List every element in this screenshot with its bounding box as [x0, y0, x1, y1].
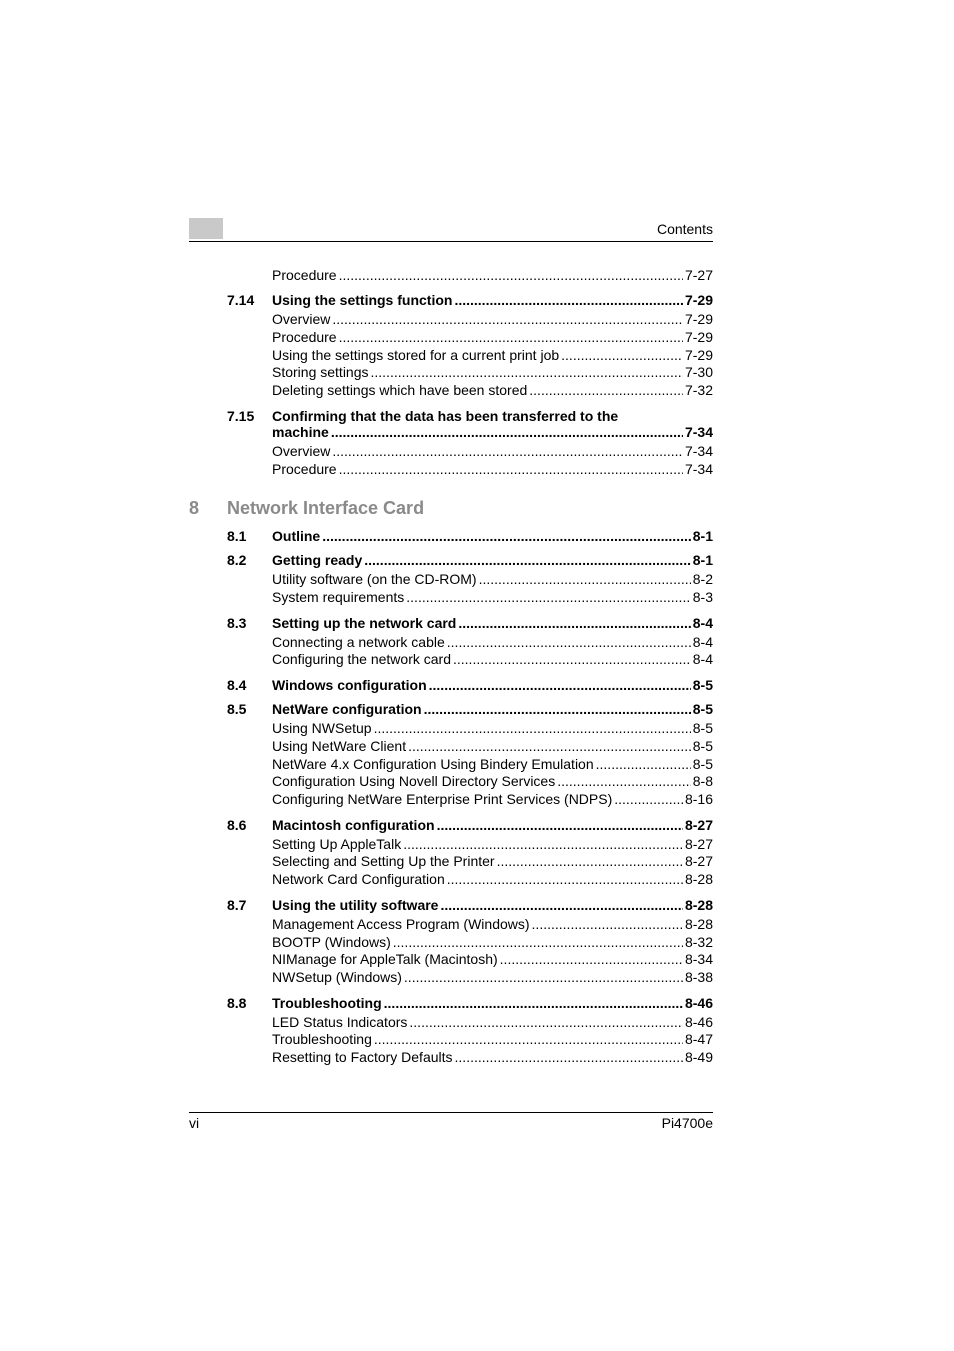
section-number: 8.6 [227, 817, 247, 833]
dot-leader [557, 772, 691, 790]
dot-leader [440, 896, 683, 914]
toc-page-number: 8-46 [684, 995, 713, 1011]
toc-entry[interactable] [272, 870, 713, 888]
toc-entry[interactable] [272, 755, 713, 773]
toc-entry-title: Windows configuration [272, 677, 427, 693]
toc-page-number: 8-49 [684, 1049, 713, 1065]
toc-entry-title: Troubleshooting [272, 995, 382, 1011]
toc-entry-title: NWSetup (Windows) [272, 969, 402, 985]
dot-leader [453, 650, 691, 668]
toc-page-number: 8-27 [684, 853, 713, 869]
dot-leader [447, 870, 683, 888]
dot-leader [374, 1030, 683, 1048]
toc-entry-title: Selecting and Setting Up the Printer [272, 853, 495, 869]
toc-entry-title: Storing settings [272, 364, 369, 380]
toc-page-number: 8-5 [692, 756, 713, 772]
section-number: 8.8 [227, 995, 247, 1011]
section-number: 8.3 [227, 615, 247, 631]
toc-entry-title: Using the settings stored for a current print job [272, 347, 560, 363]
toc-page-number: 8-4 [692, 615, 713, 631]
toc-page-number: 8-28 [684, 897, 713, 913]
footer-page-number: vi [189, 1115, 200, 1131]
toc-entry-title: Procedure [272, 267, 337, 283]
dot-leader [447, 633, 691, 651]
toc-page-number: 7-34 [684, 461, 713, 477]
toc-entry-title: NetWare configuration [272, 701, 422, 717]
toc-entry-title: NIManage for AppleTalk (Macintosh) [272, 951, 498, 967]
section-number: 8.5 [227, 701, 247, 717]
toc-page-number: 7-29 [684, 311, 713, 327]
toc-entry[interactable] [272, 1013, 713, 1031]
toc-page-number: 8-34 [684, 951, 713, 967]
toc-entry[interactable] [272, 266, 713, 284]
toc-entry-title: Resetting to Factory Defaults [272, 1049, 453, 1065]
toc-page-number: 8-47 [684, 1031, 713, 1047]
toc-entry-title: Using NetWare Client [272, 738, 407, 754]
toc-entry[interactable] [272, 915, 713, 933]
toc-entry-title: Overview [272, 443, 331, 459]
dot-leader [529, 381, 683, 399]
dot-leader [322, 527, 691, 545]
toc-entry[interactable] [272, 588, 713, 606]
toc-entry[interactable] [272, 460, 713, 478]
toc-entry[interactable] [272, 381, 713, 399]
toc-entry-title: Configuration Using Novell Directory Services [272, 773, 556, 789]
toc-entry[interactable] [272, 346, 713, 364]
toc-entry-title: machine [272, 424, 329, 440]
dot-leader [393, 933, 683, 951]
toc-page-number: 8-5 [692, 677, 713, 693]
dot-leader [404, 968, 683, 986]
dot-leader [409, 1013, 683, 1031]
dot-leader [339, 328, 683, 346]
toc-entry-title: NetWare 4.x Configuration Using Bindery Emulation [272, 756, 594, 772]
toc-entry-title: Network Card Configuration [272, 871, 445, 887]
toc-entry[interactable] [272, 570, 713, 588]
dot-leader [454, 291, 683, 309]
toc-entry[interactable] [272, 719, 713, 737]
dot-leader [429, 676, 691, 694]
dot-leader [532, 915, 683, 933]
toc-entry[interactable] [272, 1048, 713, 1066]
toc-entry-title: Macintosh configuration [272, 817, 435, 833]
toc-page-number: 8-5 [692, 701, 713, 717]
dot-leader [374, 719, 691, 737]
dot-leader [384, 994, 683, 1012]
toc-page-number: 8-46 [684, 1014, 713, 1030]
dot-leader [458, 614, 690, 632]
dot-leader [596, 755, 691, 773]
section-number: 8.2 [227, 552, 247, 568]
dot-leader [497, 852, 683, 870]
dot-leader [455, 1048, 683, 1066]
toc-entry[interactable] [272, 790, 713, 808]
toc-entry[interactable] [272, 968, 713, 986]
dot-leader [364, 551, 691, 569]
dot-leader [500, 950, 683, 968]
toc-page-number: 8-16 [684, 791, 713, 807]
toc-page-number: 8-4 [692, 634, 713, 650]
toc-page-number: 8-5 [692, 738, 713, 754]
toc-entry-title: Connecting a network cable [272, 634, 445, 650]
toc-entry-title: Outline [272, 528, 321, 544]
toc-section-entry[interactable] [272, 816, 713, 834]
chapter-heading [189, 497, 424, 519]
section-title-line[interactable]: Confirming that the data has been transferred to the [272, 408, 619, 424]
toc-entry-title: Configuring NetWare Enterprise Print Services (NDPS) [272, 791, 613, 807]
chapter-number: 8 [189, 498, 200, 518]
toc-entry[interactable] [272, 852, 713, 870]
toc-section-entry[interactable] [272, 423, 713, 441]
toc-entry[interactable] [272, 650, 713, 668]
toc-entry[interactable] [272, 933, 713, 951]
toc-section-entry[interactable] [272, 994, 713, 1012]
toc-entry-title: BOOTP (Windows) [272, 934, 391, 950]
dot-leader [406, 588, 690, 606]
footer-rule [189, 1112, 713, 1113]
dot-leader [561, 346, 683, 364]
toc-entry-title: Using the utility software [272, 897, 439, 913]
toc-section-entry[interactable] [272, 291, 713, 309]
footer-product-name: Pi4700e [661, 1115, 713, 1131]
dot-leader [424, 700, 691, 718]
toc-page-number: 8-5 [692, 720, 713, 736]
section-number: 7.15 [227, 408, 255, 424]
toc-entry[interactable] [272, 835, 713, 853]
toc-entry-title: Management Access Program (Windows) [272, 916, 530, 932]
toc-entry-title: Procedure [272, 461, 337, 477]
dot-leader [408, 737, 691, 755]
toc-entry-title: Troubleshooting [272, 1031, 372, 1047]
toc-page-number: 7-30 [684, 364, 713, 380]
toc-entry[interactable] [272, 950, 713, 968]
toc-page-number: 8-27 [684, 817, 713, 833]
dot-leader [403, 835, 683, 853]
toc-entry-title: Using NWSetup [272, 720, 372, 736]
toc-section-entry[interactable] [272, 700, 713, 718]
toc-page-number: 8-38 [684, 969, 713, 985]
toc-entry-title: Configuring the network card [272, 651, 451, 667]
toc-entry[interactable] [272, 442, 713, 460]
toc-entry[interactable] [272, 633, 713, 651]
section-number: 8.7 [227, 897, 247, 913]
chapter-title: Network Interface Card [227, 498, 425, 518]
toc-page-number: 8-3 [692, 589, 713, 605]
toc-entry[interactable] [272, 772, 713, 790]
toc-entry-title: Setting up the network card [272, 615, 457, 631]
toc-page-number: 8-2 [692, 571, 713, 587]
toc-page-number: 8-1 [692, 528, 713, 544]
toc-page-number: 7-27 [684, 267, 713, 283]
toc-page-number: 7-29 [684, 347, 713, 363]
dot-leader [332, 310, 683, 328]
toc-page-number: 7-34 [684, 424, 713, 440]
dot-leader [331, 423, 683, 441]
toc-entry-title: Setting Up AppleTalk [272, 836, 402, 852]
dot-leader [339, 460, 683, 478]
section-number: 8.4 [227, 677, 247, 693]
toc-section-entry[interactable] [272, 527, 713, 545]
section-number: 7.14 [227, 292, 255, 308]
toc-entry-title: LED Status Indicators [272, 1014, 408, 1030]
toc-entry-title: Utility software (on the CD-ROM) [272, 571, 477, 587]
dot-leader [332, 442, 683, 460]
toc-entry-title: Using the settings function [272, 292, 453, 308]
toc-section-entry[interactable] [272, 551, 713, 569]
toc-page-number: 8-28 [684, 916, 713, 932]
toc-page-number: 8-28 [684, 871, 713, 887]
section-number: 8.1 [227, 528, 247, 544]
toc-entry-title: Procedure [272, 329, 337, 345]
dot-leader [614, 790, 683, 808]
toc-entry-title: Overview [272, 311, 331, 327]
toc-entry[interactable] [272, 310, 713, 328]
dot-leader [371, 363, 683, 381]
dot-leader [339, 266, 683, 284]
toc-section-entry[interactable] [272, 896, 713, 914]
toc-entry[interactable] [272, 363, 713, 381]
running-header-title: Contents [656, 221, 713, 237]
dot-leader [479, 570, 691, 588]
toc-entry-title: Getting ready [272, 552, 363, 568]
toc-entry-title: System requirements [272, 589, 405, 605]
dot-leader [437, 816, 683, 834]
toc-page-number: 8-27 [684, 836, 713, 852]
toc-section-entry[interactable] [272, 676, 713, 694]
toc-entry[interactable] [272, 737, 713, 755]
toc-page-number: 7-34 [684, 443, 713, 459]
toc-page-number: 7-32 [684, 382, 713, 398]
toc-entry[interactable] [272, 328, 713, 346]
toc-entry-title: Deleting settings which have been stored [272, 382, 528, 398]
toc-entry[interactable] [272, 1030, 713, 1048]
toc-page-number: 8-1 [692, 552, 713, 568]
toc-page-number: 7-29 [684, 292, 713, 308]
toc-page-number: 7-29 [684, 329, 713, 345]
toc-page-number: 8-32 [684, 934, 713, 950]
toc-page-number: 8-4 [692, 651, 713, 667]
toc-section-entry[interactable] [272, 614, 713, 632]
toc-page-number: 8-8 [692, 773, 713, 789]
